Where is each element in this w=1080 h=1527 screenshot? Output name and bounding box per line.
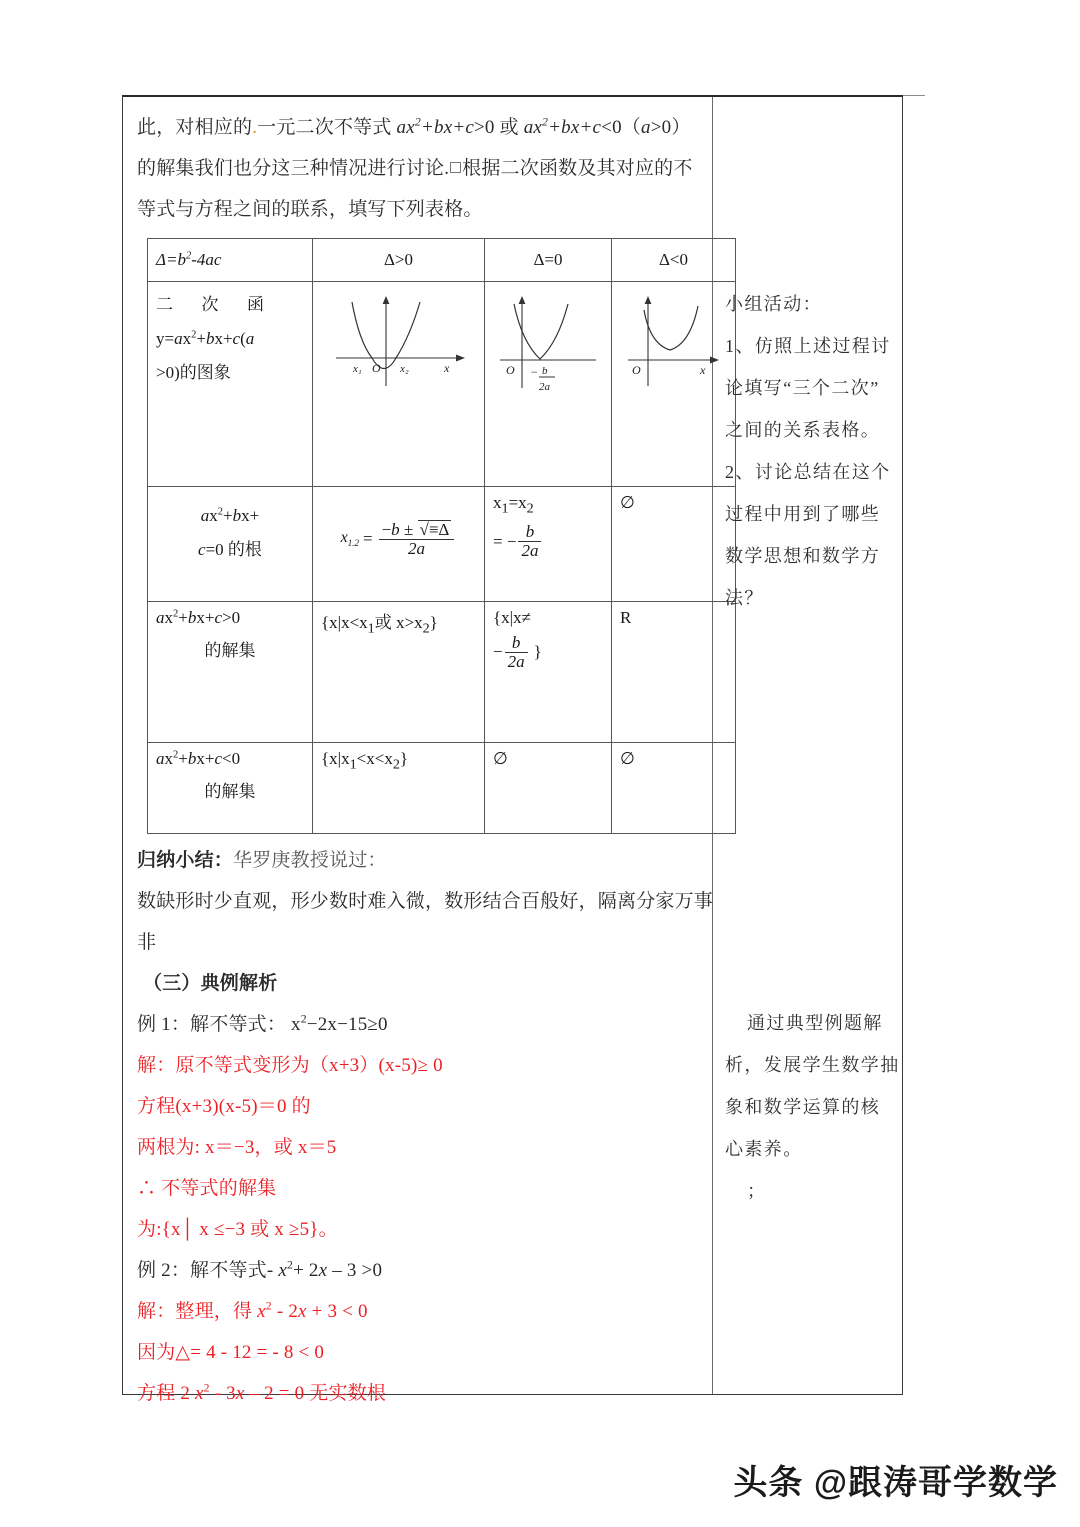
roots-equal-sign: = − (493, 531, 517, 551)
quadratic-summary-table (147, 238, 736, 834)
header-delta-zero: Δ=0 (485, 239, 612, 282)
example1-prompt-a: 例 1：解不等式： x (137, 1014, 301, 1035)
cell-lt-col4: ∅ (612, 743, 736, 834)
header-discriminant: $\Delta=b^2-4ac$ (148, 239, 313, 282)
example2-sol-2: 因为△= 4 - 12 = - 8 < 0 (137, 1342, 325, 1363)
example2-sol-1 (137, 1291, 698, 1332)
table-row-graphs (148, 282, 736, 487)
roots-equal-den: 2a (518, 541, 541, 560)
example1-sol-5: 为:{x│ x ≤−3 或 x ≥5}。 (137, 1219, 338, 1240)
example2-sol3-b: - 3x – 2 = 0 无实数根 (209, 1383, 387, 1404)
roots-denominator: 2a (379, 539, 455, 558)
graph-delta-zero (485, 282, 612, 487)
label-function-formula-2: >0)的图象 (156, 363, 231, 382)
sidebar-line: 过程中用到了哪些 (725, 504, 881, 524)
gt-col3-den: 2a (505, 652, 528, 671)
label-gt-1: $ax^2+bx+c>0$ (156, 608, 241, 627)
svg-text:O: O (506, 363, 515, 377)
sidebar-note-line: 象和数学运算的核 (725, 1097, 881, 1117)
row-label-roots (148, 487, 313, 602)
roots-equal-num: b (525, 522, 535, 542)
table-row-roots (148, 487, 736, 602)
row-label-lt (148, 743, 313, 834)
summary-heading-rest: 华罗庚教授说过： (233, 850, 387, 871)
gt-col3-close: } (533, 642, 542, 662)
example1-prompt-b: −2x−15≥0 (306, 1014, 388, 1035)
svg-text:x: x (443, 361, 449, 375)
intro-text-a: 此，对相应的 (137, 117, 253, 138)
sidebar-note-line: 通过典型例题解 (747, 1013, 883, 1033)
delta-negative-parabola-icon (624, 286, 724, 398)
summary-quote-2: 非 (137, 932, 157, 953)
sidebar-line: 小组活动： (725, 294, 822, 314)
page-frame (122, 95, 903, 1404)
example1-sol-3: 两根为: x＝−3，或 x＝5 (137, 1137, 337, 1158)
gt-col3-minus: − (493, 642, 503, 662)
svg-text:2a: 2a (539, 381, 550, 393)
cell-roots-empty: ∅ (612, 487, 736, 602)
example2-sol3-a: 方程 2 (137, 1383, 196, 1404)
label-erci-han: 二 次 函 (156, 295, 264, 314)
label-roots-2: c=0 的根 (198, 540, 262, 559)
cell-lt-col3: ∅ (485, 743, 612, 834)
roots-numerator: −b ± √≡Δ (381, 520, 450, 540)
roots-fraction (379, 520, 455, 558)
roots-equals: = (362, 529, 373, 548)
row-label-gt (148, 602, 313, 743)
cell-roots-formula (313, 487, 485, 602)
label-gt-2: 的解集 (204, 641, 256, 660)
svg-text:x₂: x₂ (399, 363, 409, 375)
example2-prompt-x: x (278, 1260, 287, 1281)
sidebar-line: 论填写“三个二次” (725, 378, 880, 398)
summary-heading: 归纳小结： (137, 850, 234, 871)
label-lt-2: 的解集 (204, 782, 256, 801)
table-row-lt-solution (148, 743, 736, 834)
sidebar-note-line: 析，发展学生数学抽 (725, 1055, 900, 1075)
label-roots-1: $ax^2+bx+$ (200, 506, 260, 525)
label-lt-1: $ax^2+bx+c<0$ (156, 749, 241, 768)
intro-lt: <0（ (601, 117, 641, 138)
example1-sol-4: ∴ 不等式的解集 (137, 1178, 277, 1199)
intro-dot: . (252, 117, 258, 138)
svg-text:O: O (631, 363, 641, 377)
svg-text:b: b (542, 365, 548, 377)
example1-sol-1: 解：原不等式变形为（x+3）(x-5)≥ 0 (137, 1055, 443, 1076)
main-content-column (123, 97, 714, 1404)
top-rule-extension (903, 95, 925, 96)
cell-lt-col2: $\{x|x_1<x<x_2\}$ (313, 743, 485, 834)
roots-lhs: $x_{1.2}$ (340, 529, 359, 549)
summary-quote-1: 数缺形时少直观，形少数时难入微，数形结合百般好，隔离分家万事 (137, 891, 714, 912)
sidebar-group-activity (725, 283, 891, 619)
watermark-text: 头条 @跟涛哥学数学 (733, 1464, 1058, 1502)
sidebar-note-line: 心素养。 (725, 1139, 803, 1159)
section3-heading: （三）典例解析 (143, 973, 278, 994)
example2-sol1-x: x (257, 1301, 266, 1322)
gt-col3-num: b (511, 633, 521, 652)
sidebar-line: 1、仿照上述过程讨 (725, 336, 891, 356)
sidebar-line: 数学思想和数学方 (725, 546, 881, 566)
example2-prompt-a: 例 2：解不等式- (137, 1260, 279, 1281)
summary-heading-line (137, 840, 698, 881)
intro-text-b: 一元二次不等式 (257, 117, 397, 138)
intro-line-3: 等式与方程之间的联系，填写下列表格。 (137, 199, 483, 220)
example2-sol3-sup: 2 (203, 1381, 210, 1395)
cell-gt-col2: {$x|x<x_1$或 $x>x_2$} (313, 602, 485, 743)
example2-sol3-x: x (195, 1383, 204, 1404)
svg-text:x₁: x₁ (352, 363, 362, 375)
sidebar-example-note (725, 1002, 900, 1212)
empty-box-icon (450, 162, 461, 173)
intro-eq-2: $ax^2+bx+c$ (523, 115, 602, 138)
sidebar-line: 法？ (725, 588, 764, 608)
example2-sol1-a: 解：整理，得 (137, 1301, 258, 1322)
graph-delta-positive (313, 282, 485, 487)
intro-gt: >0 或 (473, 117, 524, 138)
row-label-function-graph (148, 282, 313, 487)
sidebar-line: 2、讨论总结在这个 (725, 462, 891, 482)
delta-positive-parabola-icon (324, 286, 474, 398)
label-function-formula: $y=ax^2+bx+c(a$ (156, 329, 255, 348)
example1-sol-2: 方程(x+3)(x-5)＝0 的 (137, 1096, 311, 1117)
roots-equal-line: $x_1=x_2$ (493, 493, 534, 517)
roots-equal-fraction (518, 523, 541, 560)
example2-sol1-b: - 2x + 3 < 0 (271, 1301, 368, 1322)
sidebar-line: 之间的关系表格。 (725, 420, 881, 440)
example1-prompt-sup: 2 (300, 1012, 307, 1026)
example2-sol1-sup: 2 (265, 1299, 272, 1313)
header-delta-negative: Δ<0 (612, 239, 736, 282)
example2-prompt (137, 1250, 698, 1291)
intro-end: >0） (650, 117, 691, 138)
intro-line2-a: 的解集我们也分这三种情况进行讨论. (137, 158, 450, 179)
svg-text:O: O (371, 361, 381, 375)
footer-watermark-area (0, 1455, 1080, 1504)
intro-eq-1: $ax^2+bx+c$ (396, 115, 474, 138)
header-delta-positive: Δ>0 (313, 239, 485, 282)
example1-prompt (137, 1004, 698, 1045)
table-header-row (148, 239, 736, 282)
table-row-gt-solution (148, 602, 736, 743)
cell-gt-col4: R (612, 602, 736, 743)
example2-sol-3 (137, 1373, 698, 1414)
cell-roots-equal (485, 487, 612, 602)
example2-prompt-b: + 2x – 3 >0 (293, 1260, 383, 1281)
sidebar-note-line: ； (747, 1181, 767, 1201)
intro-line-2 (137, 148, 698, 189)
svg-text:x: x (699, 363, 705, 377)
intro-line2-b: 根据二次函数及其对应的不 (462, 158, 693, 179)
svg-text:−: − (530, 365, 539, 379)
delta-zero-parabola-icon (496, 286, 600, 398)
gt-col3-fraction (505, 634, 528, 671)
gt-col3-line1: {x|x≠ (493, 608, 531, 627)
example2-prompt-sup: 2 (286, 1258, 294, 1272)
sidebar-column (713, 97, 902, 1394)
intro-line-1 (137, 107, 698, 148)
intro-a-italic: a (641, 117, 651, 138)
cell-gt-col3 (485, 602, 612, 743)
